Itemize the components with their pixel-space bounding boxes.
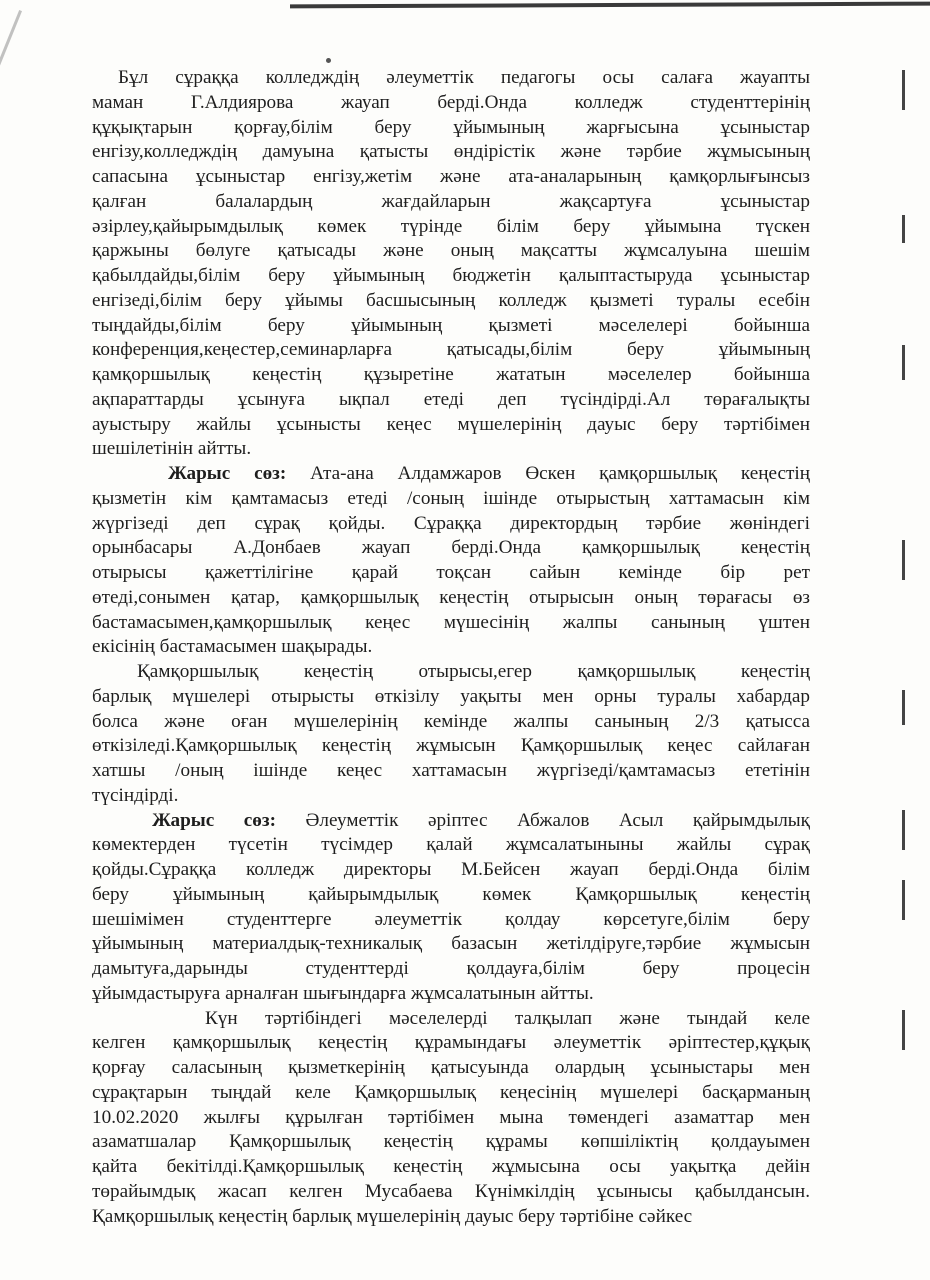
line-text: өткізіледі.Қамқоршылық кеңестің жұмысын Қамқоршылық кеңес сайлаған: [92, 735, 810, 757]
text-line: [92, 1205, 810, 1230]
text-line: [92, 833, 810, 858]
text-line: [92, 536, 810, 561]
line-text: ұйымының материалдық-техникалық базасын жетілдіруге,тәрбие жұмысын: [92, 933, 810, 955]
text-line: [92, 685, 810, 710]
text-line: [92, 982, 810, 1007]
line-text: ауыстыру жайлы ұсынысты кеңес мүшелерінің дауыс беру тәртібімен: [92, 413, 810, 435]
text-line: [92, 363, 810, 388]
text-line: [92, 635, 810, 660]
scan-edge-mark: [902, 810, 905, 850]
text-line: [92, 908, 810, 933]
line-text: дамытуға,дарынды студенттерді қолдауға,білім беру процесін: [92, 958, 810, 979]
scan-top-edge: [290, 2, 930, 9]
line-text: көмектерден түсетін түсімдер қалай жұмсалатыныны жайлы сұрақ: [92, 834, 810, 856]
text-line: [92, 957, 810, 982]
text-line: [92, 1081, 810, 1106]
line-text: ақпараттарды ұсынуға ықпал етеді деп түсіндірді.Ал төрағалықты: [92, 388, 810, 410]
line-text: Әлеуметтік әріптес Абжалов Асыл қайрымдылық: [305, 809, 811, 831]
line-text: енгізу,колледждің дамуына қатысты өндірістік және тәрбие жұмысының: [92, 141, 810, 163]
text-line: [92, 784, 810, 809]
line-text: енгізеді,білім беру ұйымы басшысының колледж қызметі туралы есебін: [92, 289, 810, 311]
line-text: конференция,кеңестер,семинарларға қатысады,білім беру ұйымының: [92, 339, 810, 361]
text-line: [92, 561, 810, 586]
line-text: қойды.Сұраққа колледж директоры М.Бейсен жауап берді.Онда білім: [92, 859, 810, 880]
text-line: [92, 66, 810, 91]
text-line: [92, 190, 810, 215]
paragraph: [92, 660, 810, 809]
text-line: [92, 91, 810, 116]
text-line: [92, 858, 810, 883]
text-line: [92, 1106, 810, 1131]
speaker-label: Жарыс сөз:: [168, 463, 287, 484]
line-text: 10.02.2020 жылғы құрылған тәртібімен мына төмендегі азаматтар мен: [92, 1106, 810, 1128]
line-text: келген қамқоршылық кеңестің құрамындағы әлеуметтік әріптестер,құқық: [92, 1032, 810, 1054]
text-line: [92, 809, 810, 834]
speaker-label: Жарыс сөз:: [152, 809, 276, 831]
text-line: [92, 462, 810, 487]
text-line: [92, 611, 810, 636]
line-text: шешімімен студенттерге әлеуметтік қолдау көрсетуге,білім беру: [92, 908, 810, 930]
line-text: екісінің бастамасымен шақырады.: [92, 636, 373, 658]
line-text: қабылдайды,білім беру ұйымының бюджетін қалыптастыруда ұсыныстар: [92, 265, 810, 286]
line-text: отырысы қажеттілігіне қарай тоқсан сайын кемінде бір рет: [92, 562, 810, 583]
text-line: [92, 165, 810, 190]
scan-edge-mark: [902, 70, 905, 110]
scan-edge-mark: [902, 540, 905, 580]
text-line: [92, 314, 810, 339]
line-text: қызметін кім қамтамасыз етеді /соның ішінде отырыстың хаттамасын кім: [92, 487, 810, 509]
text-line: [92, 487, 810, 512]
line-text: Қамқоршылық кеңестің барлық мүшелерінің дауыс беру тәртібіне сәйкес: [92, 1205, 693, 1227]
line-text: азаматшалар Қамқоршылық кеңестің құрамы көпшіліктің қолдауымен: [92, 1131, 810, 1153]
line-text: бастамасымен,қамқоршылық кеңес мүшесінің жалпы санының үштен: [92, 611, 810, 633]
scan-speck: [326, 58, 331, 63]
line-text: шешілетінін айтты.: [92, 438, 252, 460]
line-text: тыңдайды,білім беру ұйымының қызметі мәселелері бойынша: [92, 314, 810, 336]
scan-edge-mark: [902, 215, 905, 243]
text-line: [92, 759, 810, 784]
text-line: [92, 1007, 810, 1032]
line-text: қалған балалардың жағдайларын жақсартуға ұсыныстар: [92, 190, 810, 212]
line-text: өтеді,сонымен қатар, қамқоршылық кеңестің отырысын оның төрағасы өз: [92, 586, 810, 608]
line-text: төрайымдық жасап келген Мусабаева Күнімкілдің ұсынысы қабылдансын.: [92, 1180, 810, 1202]
line-text: маман Г.Алдиярова жауап берді.Онда колледж студенттерінің: [92, 91, 810, 113]
line-text: сапасына ұсыныстар енгізу,жетім және ата-аналарының қамқорлығынсыз: [92, 166, 810, 187]
line-text: әзірлеу,қайырымдылық көмек түрінде білім беру ұйымына түскен: [92, 215, 810, 237]
scan-edge-mark: [902, 1010, 905, 1050]
text-line: [92, 413, 810, 438]
text-line: [92, 264, 810, 289]
line-text: беру ұйымының қайырымдылық көмек Қамқоршылық кеңестің: [92, 883, 810, 905]
line-text: болса және оған мүшелерінің кемінде жалпы санының 2/3 қатысса: [92, 710, 810, 732]
paragraph: [92, 462, 810, 660]
text-line: [92, 1155, 810, 1180]
text-line: [92, 1056, 810, 1081]
text-line: [92, 1031, 810, 1056]
document-body: [92, 66, 810, 1229]
line-text: түсіндірді.: [92, 784, 179, 806]
text-line: [92, 1130, 810, 1155]
text-line: [92, 215, 810, 240]
text-line: [92, 883, 810, 908]
line-text: орынбасары А.Донбаев жауап берді.Онда қамқоршылық кеңестің: [92, 537, 810, 559]
text-line: [92, 734, 810, 759]
text-line: [92, 140, 810, 165]
line-text: Бұл сұраққа колледждің әлеуметтік педагогы осы салаға жауапты: [118, 67, 810, 88]
paragraph: [92, 1007, 810, 1230]
scan-edge-mark: [902, 690, 905, 725]
text-line: [92, 239, 810, 264]
line-text: Қамқоршылық кеңестің отырысы,егер қамқоршылық кеңестің: [137, 661, 810, 682]
text-line: [92, 289, 810, 314]
paragraph: [92, 809, 810, 1007]
text-line: [92, 338, 810, 363]
scan-edge-mark: [902, 880, 905, 920]
line-text: Ата-ана Алдамжаров Өскен қамқоршылық кеңестің: [310, 463, 811, 484]
line-text: сұрақтарын тыңдай келе Қамқоршылық кеңесінің мүшелері басқарманың: [92, 1081, 810, 1103]
line-text: құқықтарын қорғау,білім беру ұйымының жарғысына ұсыныстар: [92, 116, 810, 138]
text-line: [92, 1180, 810, 1205]
line-text: жүргізеді деп сұрақ қойды. Сұраққа директордың тәрбие жөніндегі: [92, 512, 810, 534]
paragraph: [92, 66, 810, 462]
text-line: [92, 932, 810, 957]
line-text: хатшы /оның ішінде кеңес хаттамасын жүргізеді/қамтамасыз ететінін: [92, 760, 810, 781]
text-line: [92, 710, 810, 735]
line-text: ұйымдастыруға арналған шығындарға жұмсалатынын айтты.: [92, 982, 594, 1004]
line-text: Күн тәртібіндегі мәселелерді талқылап және тындай келе: [205, 1007, 810, 1029]
line-text: барлық мүшелері отырысты өткізілу уақыты мен орны туралы хабардар: [92, 685, 810, 707]
line-text: қаржыны бөлуге қатысады және оның мақсатты жұмсалуына шешім: [92, 240, 810, 262]
text-line: [92, 437, 810, 462]
text-line: [92, 586, 810, 611]
line-text: қорғау саласының қызметкерінің қатысуында олардың ұсыныстары мен: [92, 1057, 810, 1078]
scan-corner-fold: [0, 10, 22, 76]
text-line: [92, 116, 810, 141]
text-line: [92, 388, 810, 413]
scan-edge-mark: [902, 345, 905, 380]
text-line: [92, 512, 810, 537]
line-text: қамқоршылық кеңестің құзыретіне жататын мәселелер бойынша: [92, 364, 810, 385]
text-line: [92, 660, 810, 685]
line-text: қайта бекітілді.Қамқоршылық кеңестің жұмысына осы уақытқа дейін: [92, 1156, 810, 1177]
